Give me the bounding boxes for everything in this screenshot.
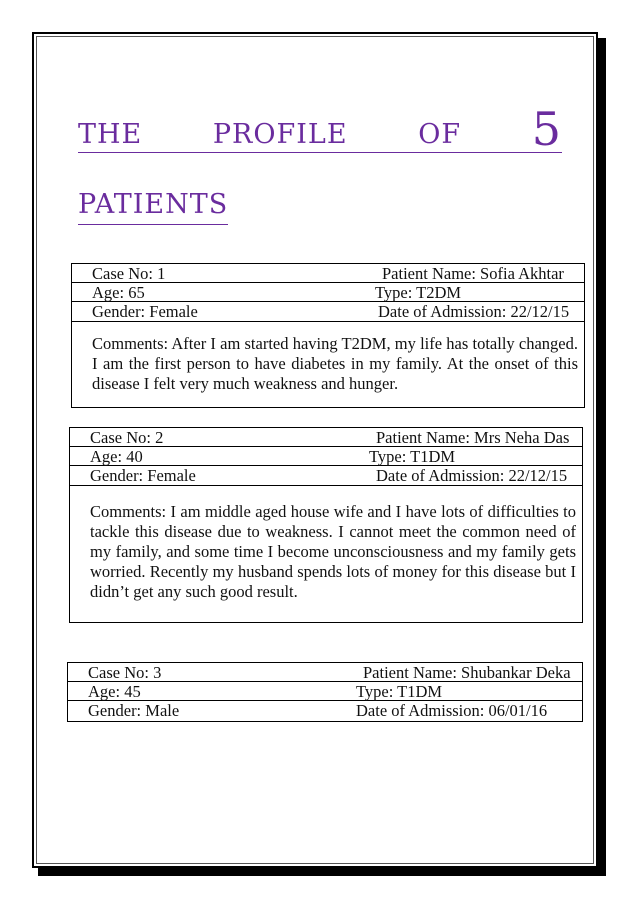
case-row-age <box>70 447 582 466</box>
diabetes-type: Type: T1DM <box>356 682 443 701</box>
case-number: Case No: 3 <box>88 663 162 682</box>
patient-gender: Gender: Male <box>88 701 180 720</box>
patient-gender: Gender: Female <box>90 466 196 485</box>
patient-name: Patient Name: Mrs Neha Das <box>376 428 570 447</box>
case-card-3 <box>67 662 583 722</box>
admission-date: Date of Admission: 22/12/15 <box>376 466 568 485</box>
case-row-gender <box>70 466 582 485</box>
case-comments: Comments: I am middle aged house wife and I have lots of difficulties to tackle this disease due to weakness. I cannot meet the common need of my family, and some time I become unconsciousness and my family gets worried. Recently my husband spends lots of money for this disease but I didn’t get any such good result. <box>70 485 582 612</box>
diabetes-type: Type: T2DM <box>375 283 462 302</box>
diabetes-type: Type: T1DM <box>369 447 456 466</box>
title-number: 5 <box>531 102 562 156</box>
page-title-line-2 <box>78 178 228 225</box>
title-word-profile: profile <box>212 108 348 152</box>
patient-age: Age: 40 <box>90 447 143 466</box>
patient-name: Patient Name: Sofia Akhtar <box>382 264 564 283</box>
case-row-age <box>68 682 582 701</box>
case-row-age <box>72 283 584 302</box>
case-row-header <box>68 663 582 682</box>
case-card-1 <box>71 263 585 408</box>
admission-date: Date of Admission: 22/12/15 <box>378 302 570 321</box>
case-number: Case No: 1 <box>92 264 166 283</box>
patient-gender: Gender: Female <box>92 302 198 321</box>
case-number: Case No: 2 <box>90 428 164 447</box>
case-row-gender <box>68 701 582 720</box>
case-row-header <box>70 428 582 447</box>
title-word-the: the <box>78 108 143 152</box>
case-row-header <box>72 264 584 283</box>
patient-name: Patient Name: Shubankar Deka <box>363 663 571 682</box>
admission-date: Date of Admission: 06/01/16 <box>356 701 548 720</box>
case-comments: Comments: After I am started having T2DM, my life has totally changed. I am the first person to have diabetes in my family. At the onset of this disease I felt very much weakness and hunger. <box>72 321 584 404</box>
patient-age: Age: 45 <box>88 682 141 701</box>
title-word-patients: patients <box>78 178 229 222</box>
case-row-gender <box>72 302 584 321</box>
title-word-of: of <box>418 108 462 152</box>
page-title-line-1 <box>78 102 562 156</box>
case-card-2 <box>69 427 583 623</box>
patient-age: Age: 65 <box>92 283 145 302</box>
